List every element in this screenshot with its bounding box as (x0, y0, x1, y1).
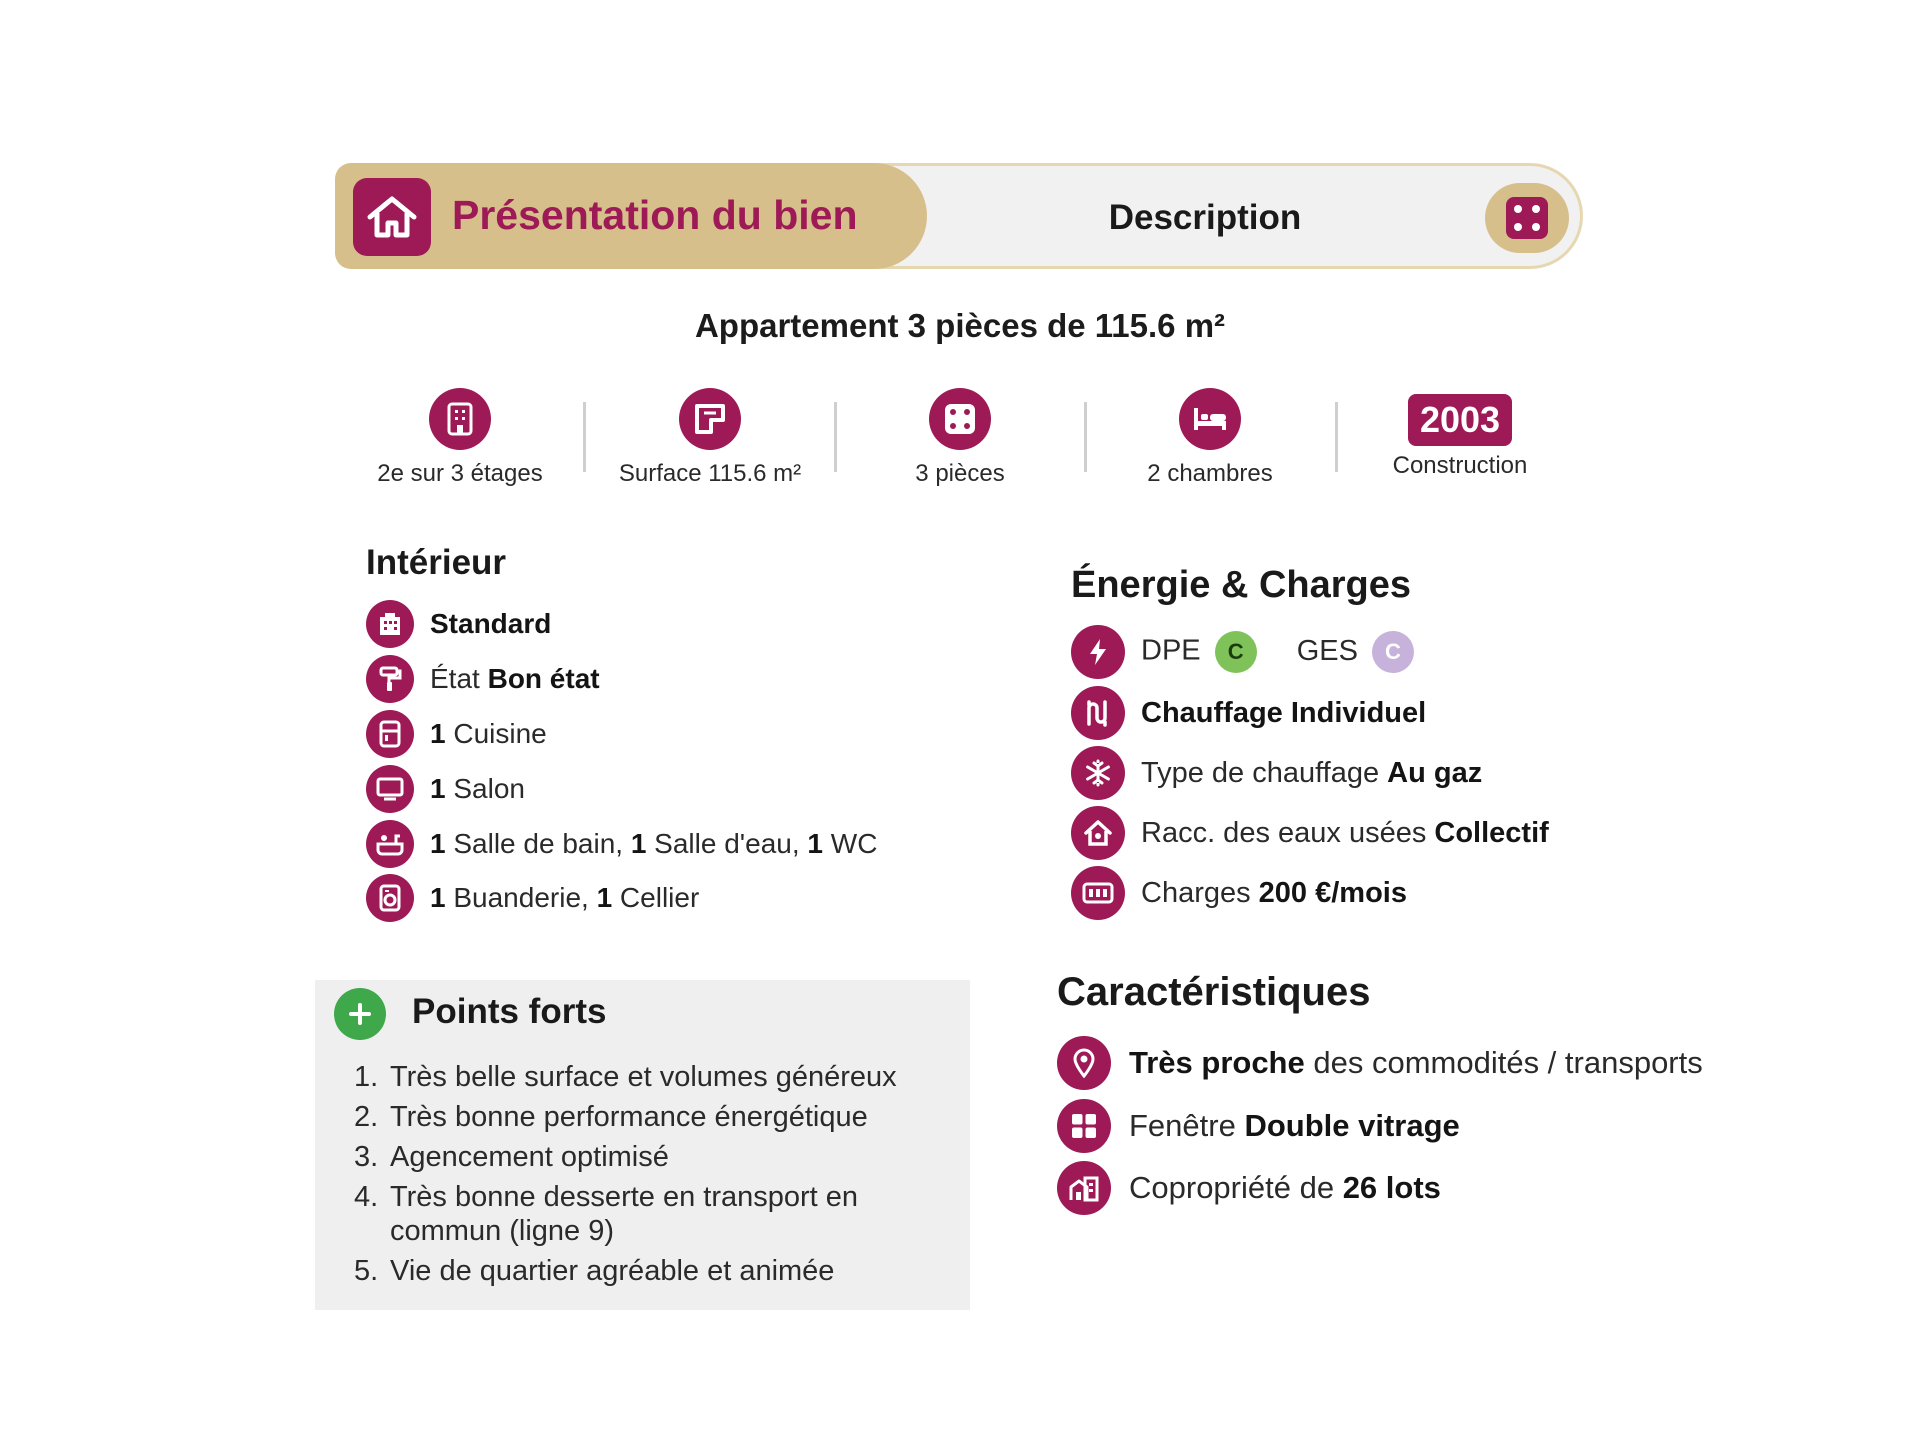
energie-row (1071, 806, 1549, 860)
caracteristiques-row-text: Copropriété de 26 lots (1129, 1170, 1441, 1205)
stat-floors-label: 2e sur 3 étages (377, 460, 543, 487)
stat-rooms (845, 388, 1075, 488)
window-icon (1057, 1099, 1111, 1153)
list-item: 1. Très belle surface et volumes généreux (354, 1061, 897, 1093)
caracteristiques-heading: Caractéristiques (1057, 970, 1371, 1014)
list-item: 2. Très bonne performance énergétique (354, 1101, 868, 1133)
bed-icon (1179, 388, 1241, 450)
caracteristiques-row (1057, 1099, 1460, 1153)
energie-row (1071, 746, 1482, 800)
energie-row-text: Charges 200 €/mois (1141, 876, 1407, 909)
stat-divider (1084, 402, 1087, 472)
interieur-row (366, 710, 547, 758)
dpe-label: DPE (1141, 634, 1201, 667)
house-drain-icon (1071, 806, 1125, 860)
energie-row (1071, 866, 1407, 920)
interieur-row-text: Standard (430, 608, 552, 639)
map-pin-icon (1057, 1036, 1111, 1090)
stat-divider (583, 402, 586, 472)
stat-divider (1335, 402, 1338, 472)
stat-bedrooms (1095, 388, 1325, 488)
interieur-row-text: 1 Cuisine (430, 718, 547, 749)
stat-surface (595, 388, 825, 488)
dpe-badge: C (1215, 631, 1257, 673)
interieur-row-text: 1 Salle de bain, 1 Salle d'eau, 1 WC (430, 828, 878, 859)
list-item: 3. Agencement optimisé (354, 1141, 669, 1173)
home-button[interactable] (353, 178, 431, 256)
interieur-row (366, 655, 600, 703)
tab-description-label[interactable]: Description (1108, 198, 1302, 237)
stat-bedrooms-label: 2 chambres (1147, 460, 1273, 487)
list-item: 5. Vie de quartier agréable et animée (354, 1255, 835, 1287)
energie-dpe-row (1071, 625, 1414, 679)
heating-pipes-icon (1071, 686, 1125, 740)
interieur-row-text: 1 Buanderie, 1 Cellier (430, 882, 700, 913)
energie-row (1071, 686, 1426, 740)
buildings-icon (1057, 1161, 1111, 1215)
floorplan-icon (679, 388, 741, 450)
apartment-building-icon (366, 600, 414, 648)
stat-floors (345, 388, 575, 488)
caracteristiques-row (1057, 1036, 1703, 1090)
interieur-row (366, 820, 877, 868)
caracteristiques-row-text: Très proche des commodités / transports (1129, 1045, 1703, 1080)
dice-icon (1506, 197, 1548, 239)
page-title: Appartement 3 pièces de 115.6 m² (694, 307, 1226, 344)
meter-icon (1071, 866, 1125, 920)
kitchen-icon (366, 710, 414, 758)
dpe-ges-text (1141, 631, 1414, 673)
interieur-row (366, 765, 525, 813)
tv-icon (366, 765, 414, 813)
interieur-heading: Intérieur (366, 543, 507, 582)
stat-surface-label: Surface 115.6 m² (618, 460, 802, 487)
rooms-dice-icon (929, 388, 991, 450)
building-icon (429, 388, 491, 450)
points-forts-heading: Points forts (412, 992, 607, 1031)
snowflake-icon (1071, 746, 1125, 800)
plus-icon (334, 988, 386, 1040)
stat-construction (1345, 388, 1575, 480)
stat-construction-label: Construction (1392, 452, 1528, 479)
lightning-icon (1071, 625, 1125, 679)
energie-row-text: Chauffage Individuel (1141, 696, 1427, 729)
energie-row-text: Type de chauffage Au gaz (1141, 756, 1483, 789)
interieur-row (366, 874, 699, 922)
energie-row-text: Racc. des eaux usées Collectif (1141, 816, 1549, 849)
interieur-row-text: État Bon état (430, 663, 600, 694)
ges-label: GES (1296, 634, 1358, 667)
caracteristiques-row-text: Fenêtre Double vitrage (1129, 1108, 1460, 1143)
caracteristiques-row (1057, 1161, 1441, 1215)
rooms-button[interactable] (1485, 183, 1569, 253)
home-icon (366, 195, 418, 239)
ges-badge: C (1372, 631, 1414, 673)
interieur-row-text: 1 Salon (430, 773, 525, 804)
construction-year-badge: 2003 (1408, 394, 1512, 446)
stat-rooms-label: 3 pièces (915, 460, 1005, 487)
energie-heading: Énergie & Charges (1071, 564, 1411, 606)
paint-roller-icon (366, 655, 414, 703)
stat-divider (834, 402, 837, 472)
bathtub-icon (366, 820, 414, 868)
interieur-row (366, 600, 551, 648)
points-forts-list (354, 1060, 954, 1294)
tab-presentation-label[interactable]: Présentation du bien (452, 192, 858, 238)
washing-machine-icon (366, 874, 414, 922)
list-item: 4. Très bonne desserte en transport en commun (ligne 9) (354, 1181, 859, 1247)
